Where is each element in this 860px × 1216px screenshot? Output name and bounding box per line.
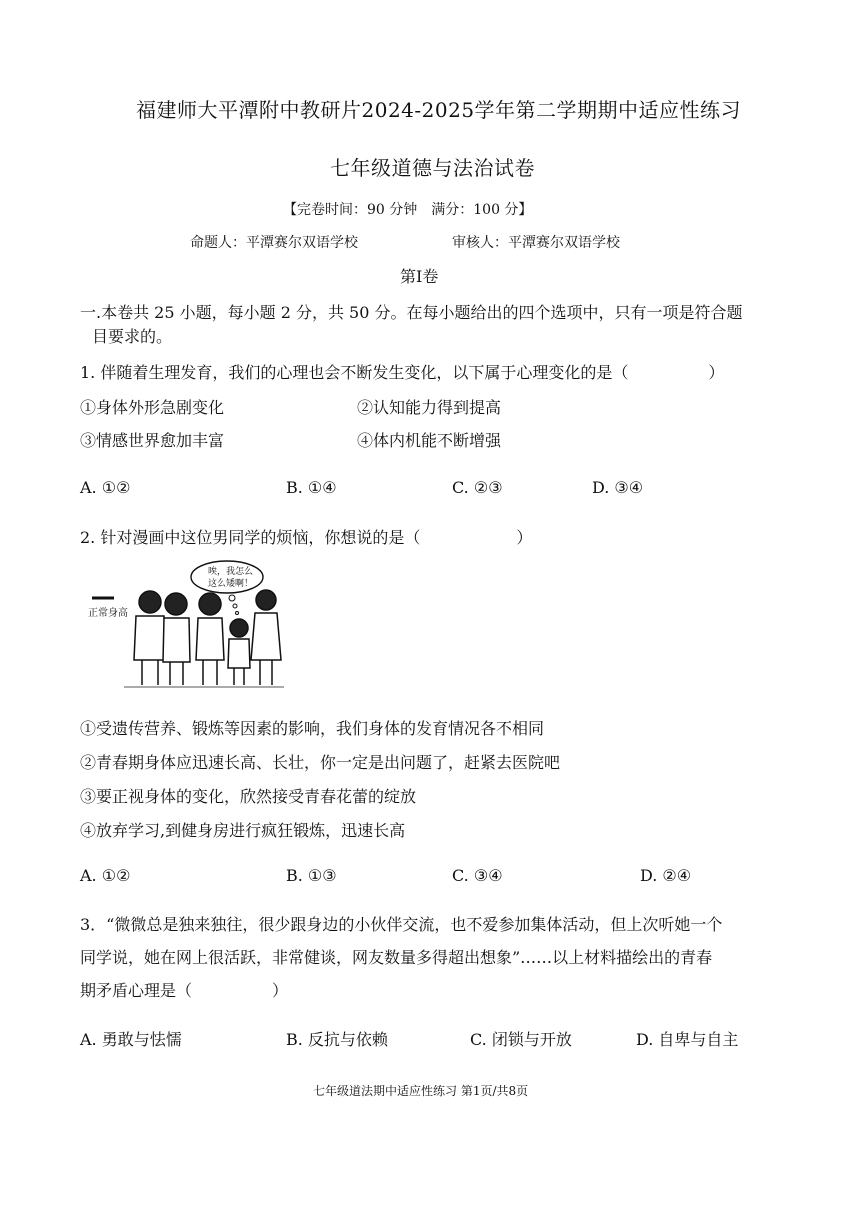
q1-stem: 1. 伴随着生理发育，我们的心理也会不断发生变化，以下属于心理变化的是（ ） [80,363,725,382]
q3-option-b[interactable]: B. 反抗与依赖 [286,1030,388,1049]
author-line: 命题人：平潭赛尔双语学校 [190,235,358,251]
comic-bubble-text-1: 唉，我怎么 [208,567,254,577]
q1-option-b[interactable]: B. ①④ [286,478,337,497]
q2-stem: 2. 针对漫画中这位男同学的烦恼，你想说的是（ ） [80,528,533,547]
q1-item: ③情感世界愈加丰富 [80,431,225,450]
q2-option-b[interactable]: B. ①③ [286,866,337,885]
q1-option-c[interactable]: C. ②③ [452,478,503,497]
q1-item: ②认知能力得到提高 [357,398,502,417]
comic-bubble-text-2: 这么矮啊！ [208,579,254,589]
q1-item: ①身体外形急剧变化 [80,398,225,417]
section-instructions-line2: 目要求的。 [92,327,173,346]
q3-option-a[interactable]: A. 勇敢与怯懦 [80,1030,182,1049]
exam-subtitle: 七年级道德与法治试卷 [330,156,535,180]
q2-item: ③要正视身体的变化，欣然接受青春花蕾的绽放 [80,787,417,806]
comic-illustration [84,560,289,690]
page-footer: 七年级道法期中适应性练习 第1页/共8页 [313,1084,529,1098]
reviewer-line: 审核人：平潭赛尔双语学校 [452,235,620,251]
q2-option-c[interactable]: C. ③④ [452,866,503,885]
q3-stem-line2: 同学说，她在网上很活跃，非常健谈，网友数量多得超出想象”……以上材料描绘出的青春 [80,948,713,967]
volume-label: 第Ⅰ卷 [400,267,439,286]
q2-option-a[interactable]: A. ①② [80,866,131,885]
exam-title: 福建师大平潭附中教研片2024-2025学年第二学期期中适应性练习 [136,98,742,122]
q2-item: ②青春期身体应迅速长高、长壮，你一定是出问题了，赶紧去医院吧 [80,753,561,772]
q1-option-a[interactable]: A. ①② [80,478,131,497]
comic-height-label: 正常身高 [88,608,128,619]
q1-item: ④体内机能不断增强 [357,431,502,450]
q3-option-c[interactable]: C. 闭锁与开放 [470,1030,572,1049]
section-instructions-line1: 一.本卷共 25 小题，每小题 2 分，共 50 分。在每小题给出的四个选项中，只有一项是符合题 [80,303,743,322]
q2-item: ④放弃学习,到健身房进行疯狂锻炼，迅速长高 [80,821,406,840]
q2-item: ①受遗传营养、锻炼等因素的影响，我们身体的发育情况各不相同 [80,719,545,738]
q3-stem-line3: 期矛盾心理是（ ） [80,981,289,1000]
q2-option-d[interactable]: D. ②④ [640,866,692,885]
q1-option-d[interactable]: D. ③④ [592,478,644,497]
q3-stem-line1: 3．“微微总是独来独往，很少跟身边的小伙伴交流，也不爱参加集体活动，但上次听她一个 [80,915,723,934]
q3-option-d[interactable]: D. 自卑与自主 [636,1030,739,1049]
time-info: 【完卷时间：90 分钟 满分：100 分】 [283,202,533,218]
